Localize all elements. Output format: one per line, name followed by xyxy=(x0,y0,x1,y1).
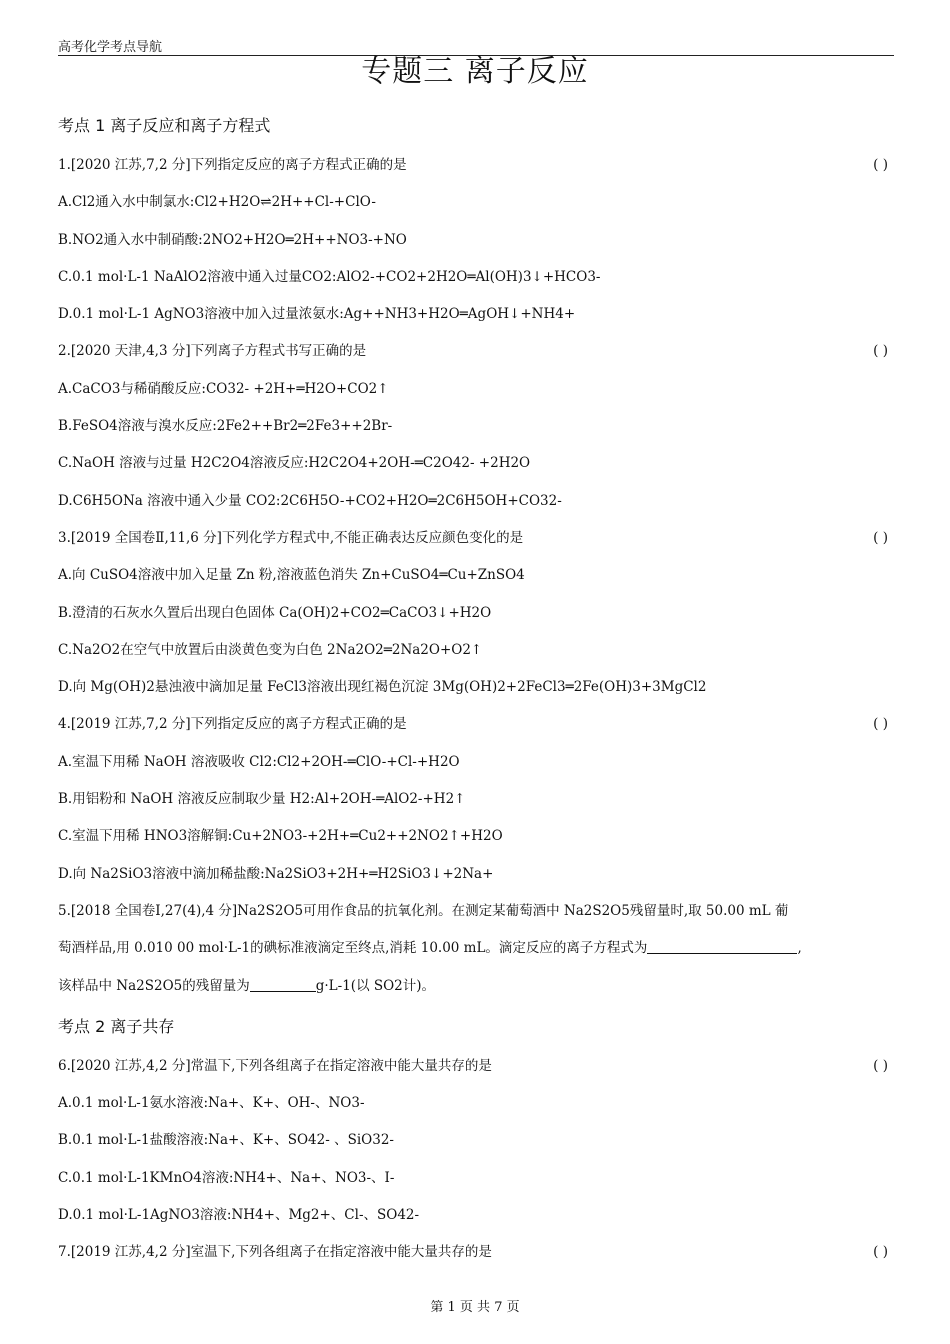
answer-paren: ( ) xyxy=(873,157,888,173)
answer-paren: ( ) xyxy=(873,343,888,360)
answer-paren: ( ) xyxy=(873,1244,888,1261)
section-heading-2: 考点 2 离子共存 xyxy=(58,1016,175,1036)
question-stem: 3.[2019 全国卷Ⅱ,11,6 分]下列化学方程式中,不能正确表达反应颜色变化的是 xyxy=(58,529,524,546)
question-stem: 4.[2019 江苏,7,2 分]下列指定反应的离子方程式正确的是 xyxy=(58,716,407,733)
page-footer: 第 1 页 共 7 页 xyxy=(430,1300,520,1315)
option-1a: A.Cl2通入水中制氯水:Cl2+H2O⇌2H++Cl-+ClO- xyxy=(58,194,376,211)
option-1c: C.0.1 mol·L-1 NaAlO2溶液中通入过量CO2:AlO2-+CO2+2H2O═Al(OH)3↓+HCO3- xyxy=(58,268,601,285)
option-2b: B.FeSO4溶液与溴水反应:2Fe2++Br2═2Fe3++2Br- xyxy=(58,418,393,435)
option-6c: C.0.1 mol·L-1KMnO4溶液:NH4+、Na+、NO3-、I- xyxy=(58,1169,395,1186)
question-5-line-3 xyxy=(58,968,894,1005)
answer-paren: ( ) xyxy=(873,716,888,733)
option-3c: C.Na2O2在空气中放置后由淡黄色变为白色 2Na2O2═2Na2O+O2↑ xyxy=(58,641,483,658)
page-content xyxy=(58,104,894,1272)
answer-blank-amount[interactable] xyxy=(250,977,316,992)
option-3b: B.澄清的石灰水久置后出现白色固体 Ca(OH)2+CO2═CaCO3↓+H2O xyxy=(58,604,492,621)
option-4b: B.用铝粉和 NaOH 溶液反应制取少量 H2:Al+2OH-═AlO2-+H2↑ xyxy=(58,791,466,808)
question-5-text: 萄酒样品,用 0.010 00 mol·L-1的碘标准液滴定至终点,消耗 10.00 mL。滴定反应的离子方程式为 xyxy=(58,940,648,957)
question-6 xyxy=(58,1048,894,1085)
option-1b: B.NO2通入水中制硝酸:2NO2+H2O═2H++NO3-+NO xyxy=(58,231,407,248)
question-5-text: 该样品中 Na2S2O5的残留量为 xyxy=(58,977,250,994)
answer-paren: ( ) xyxy=(873,529,888,546)
option-6a: A.0.1 mol·L-1氨水溶液:Na+、K+、OH-、NO3- xyxy=(58,1095,365,1112)
running-header: 高考化学考点导航 xyxy=(58,40,163,55)
option-6b: B.0.1 mol·L-1盐酸溶液:Na+、K+、SO42- 、SiO32- xyxy=(58,1132,394,1149)
option-3a: A.向 CuSO4溶液中加入足量 Zn 粉,溶液蓝色消失 Zn+CuSO4═Cu+ZnSO4 xyxy=(58,567,525,584)
option-4d: D.向 Na2SiO3溶液中滴加稀盐酸:Na2SiO3+2H+═H2SiO3↓+2Na+ xyxy=(58,865,494,882)
question-2 xyxy=(58,333,894,370)
option-2a: A.CaCO3与稀硝酸反应:CO32- +2H+═H2O+CO2↑ xyxy=(58,380,389,397)
option-4a: A.室温下用稀 NaOH 溶液吸收 Cl2:Cl2+2OH-═ClO-+Cl-+H2O xyxy=(58,753,460,770)
question-5-comma: , xyxy=(797,940,802,957)
question-stem: 6.[2020 江苏,4,2 分]常温下,下列各组离子在指定溶液中能大量共存的是 xyxy=(58,1057,492,1074)
question-4 xyxy=(58,706,894,743)
question-5-unit: g·L-1(以 SO2计)。 xyxy=(315,977,436,994)
option-3d: D.向 Mg(OH)2悬浊液中滴加足量 FeCl3溶液出现红褐色沉淀 3Mg(OH)2+2FeCl3═2Fe(OH)3+3MgCl2 xyxy=(58,679,707,696)
page-title: 专题三 离子反应 xyxy=(361,54,589,89)
question-5-line-2 xyxy=(58,930,894,967)
option-6d: D.0.1 mol·L-1AgNO3溶液:NH4+、Mg2+、Cl-、SO42- xyxy=(58,1207,420,1224)
option-1d: D.0.1 mol·L-1 AgNO3溶液中加入过量浓氨水:Ag++NH3+H2O═AgOH↓+NH4+ xyxy=(58,306,576,323)
question-3 xyxy=(58,520,894,557)
question-1 xyxy=(58,147,894,184)
question-7 xyxy=(58,1234,894,1271)
question-stem: 7.[2019 江苏,4,2 分]室温下,下列各组离子在指定溶液中能大量共存的是 xyxy=(58,1244,492,1261)
option-4c: C.室温下用稀 HNO3溶解铜:Cu+2NO3-+2H+═Cu2++2NO2↑+H2O xyxy=(58,828,503,845)
answer-blank-equation[interactable] xyxy=(647,939,797,954)
question-stem: 2.[2020 天津,4,3 分]下列离子方程式书写正确的是 xyxy=(58,343,367,360)
question-5-line-1: 5.[2018 全国卷Ⅰ,27(4),4 分]Na2S2O5可用作食品的抗氧化剂。在测定某葡萄酒中 Na2S2O5残留量时,取 50.00 mL 葡 xyxy=(58,902,789,919)
answer-paren: ( ) xyxy=(873,1057,888,1074)
option-2d: D.C6H5ONa 溶液中通入少量 CO2:2C6H5O-+CO2+H2O═2C6H5OH+CO32- xyxy=(58,492,562,509)
option-2c: C.NaOH 溶液与过量 H2C2O4溶液反应:H2C2O4+2OH-═C2O42- +2H2O xyxy=(58,455,531,472)
section-heading-1: 考点 1 离子反应和离子方程式 xyxy=(58,116,271,135)
question-stem: 1.[2020 江苏,7,2 分]下列指定反应的离子方程式正确的是 xyxy=(58,157,407,173)
